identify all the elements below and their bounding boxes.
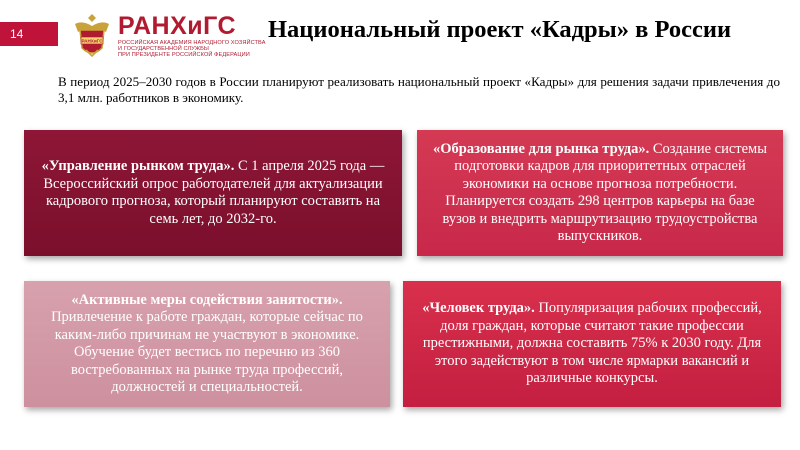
card-active-employment-measures <box>24 281 390 407</box>
card-body <box>417 300 767 388</box>
card-heading: «Активные меры содействия занятости». <box>71 291 343 308</box>
card-heading: «Человек труда». <box>422 300 535 317</box>
intro-paragraph: В период 2025–2030 годов в России планируют реализовать национальный проект «Кадры» для решения задачи привлечения до 3,1 млн. работников в экономику. <box>58 74 780 105</box>
logo-line-3: ПРИ ПРЕЗИДЕНТЕ РОССИЙСКОЙ ФЕДЕРАЦИИ <box>118 52 250 58</box>
card-text: Привлечение к работе граждан, которые сейчас по каким-либо причинам не участвуют в экономике. Обучение будет вестись по перечню из 360 востребованных на рынке труда профессий, должностей и специальностей. <box>51 309 363 395</box>
card-heading: «Управление рынком труда». <box>41 158 235 174</box>
card-text: Популяризация рабочих профессий, доля граждан, которые считают такие профессии престижными, должна составить 75% к 2030 году. Для этого задействуют в том числе ярмарки вакансий и различные конкурсы. <box>422 300 762 387</box>
logo-line-1: РОССИЙСКАЯ АКАДЕМИЯ НАРОДНОГО ХОЗЯЙСТВА <box>118 40 266 46</box>
ranepa-logo <box>72 12 282 64</box>
card-education-for-labor-market <box>417 130 783 256</box>
card-labor-market-management <box>24 130 402 256</box>
card-body <box>38 292 376 397</box>
svg-text:РАНХиГС: РАНХиГС <box>81 38 103 44</box>
logo-line-2: И ГОСУДАРСТВЕННОЙ СЛУЖБЫ <box>118 46 209 52</box>
ranepa-emblem-icon <box>72 12 112 60</box>
card-body <box>431 141 769 246</box>
card-man-of-labor <box>403 281 781 407</box>
card-heading: «Образование для рынка труда». <box>433 140 650 157</box>
logo-name: РАНХиГС <box>118 12 237 40</box>
card-body <box>38 158 388 228</box>
slide-number: 14 <box>0 22 58 46</box>
card-text: С 1 апреля 2025 года — Всероссийский опрос работодателей для актуализации кадрового прогноза, который планируют составить на семь лет, до 2032-го. <box>43 158 385 227</box>
page-title: Национальный проект «Кадры» в России <box>268 16 732 43</box>
card-text: Создание системы подготовки кадров для приоритетных отраслей экономики на основе прогноза потребности. Планируется создать 298 центров карьеры на базе вузов и внедрить маршрутизацию трудоустройства выпускников. <box>442 140 767 244</box>
